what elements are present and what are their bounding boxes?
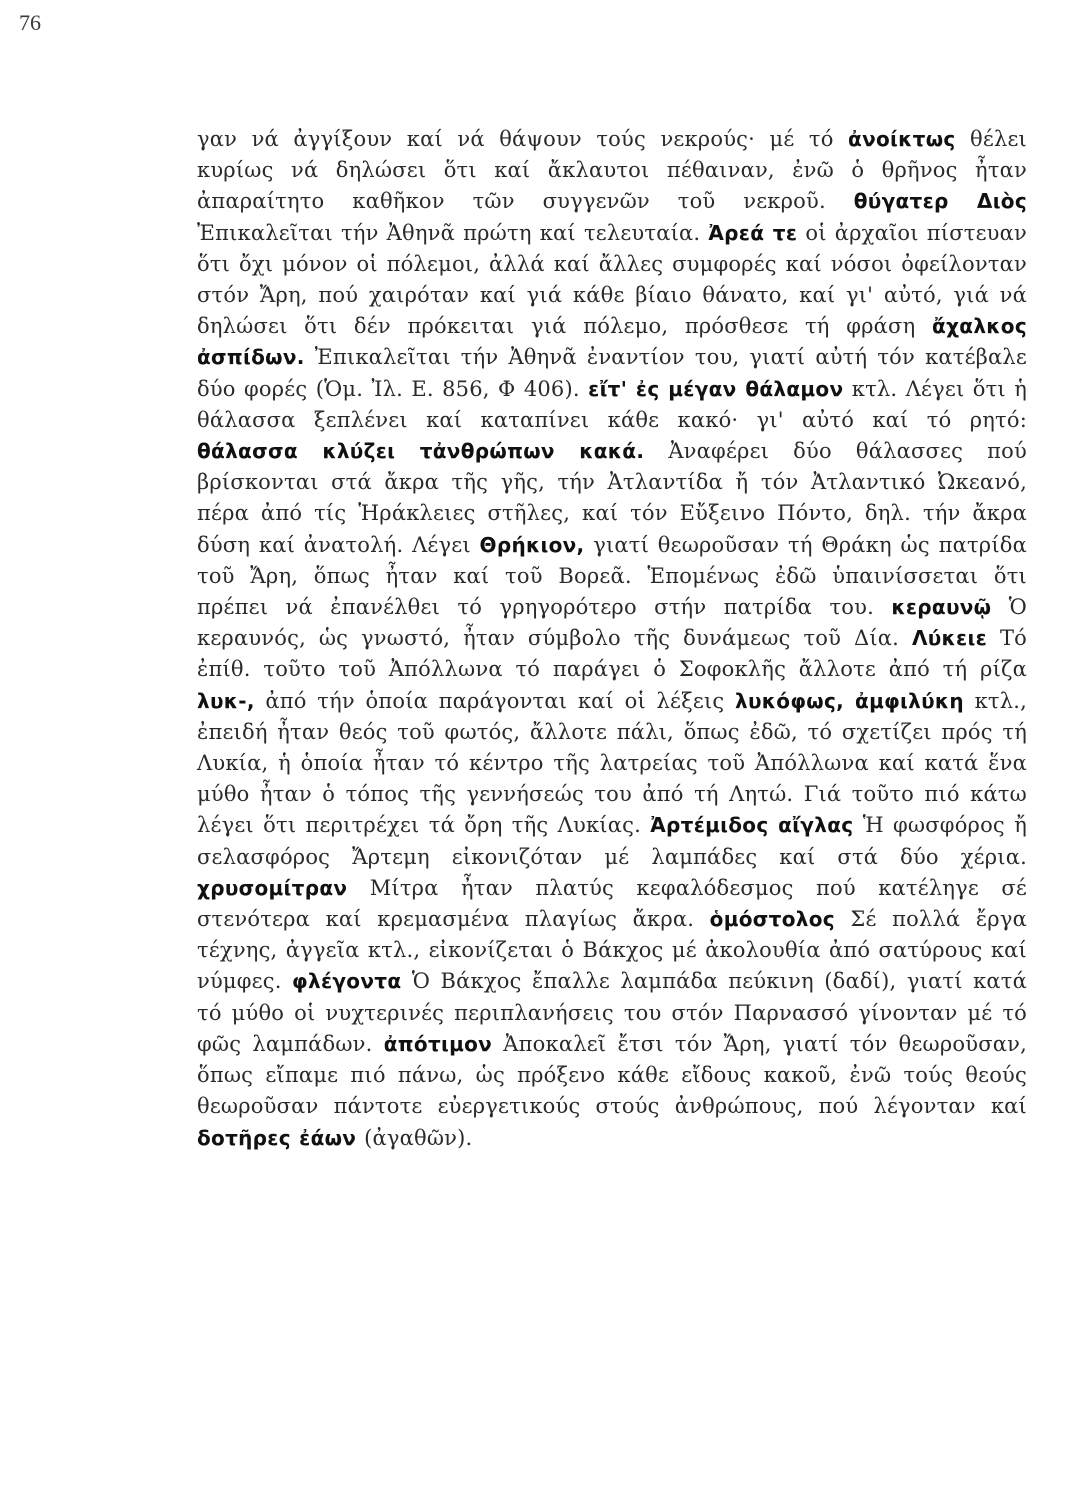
page-number: 76	[19, 10, 41, 35]
lemma-area-te: Ἀρεά τε	[708, 220, 798, 245]
text-segment: κτλ. Λέγει ὅτι ἡ θάλασσα ξεπλένει καί καταπίνει κάθε κακό· γι' αὐτό καί τό ρητό:	[197, 376, 1027, 432]
text-segment: οἱ ἀρχαῖοι πίστευαν ὅτι ὄχι μόνον οἱ πόλεμοι, ἀλλά καί ἄλλες συμφορές καί νόσοι ὀφείλονταν στόν Ἄρη, πού χαιρόταν καί γιά κάθε βίαιο θάνατο, καί γι' αὐτό, γιά νά δηλώσει ὅτι δέν πρόκειται γιά πόλεμο, πρόσθεσε τή φράση	[197, 220, 1027, 339]
text-segment: ἀπό τήν ὁποία παράγονται καί οἱ λέξεις	[254, 688, 736, 713]
text-segment: Ἐπικαλεῖται τήν Ἀθηνᾶ ἐναντίον του, γιατί αὐτή τόν κατέβαλε δύο φορές (Ὁμ. Ἰλ. Ε. 856, Φ 406).	[197, 345, 1027, 401]
text-segment: Ἀποκαλεῖ ἔτσι τόν Ἄρη, γιατί τόν θεωροῦσαν, ὅπως εἴπαμε πιό πάνω, ὡς πρόξενο κάθε εἴδους κακοῦ, ἐνῶ τούς θεούς θεωροῦσαν πάντοτε εὐεργετικούς στούς ἀνθρώπους, πού λέγονταν καί	[197, 1031, 1027, 1119]
text-segment: Ἀναφέρει δύο θάλασσες πού βρίσκονται στά ἄκρα τῆς γῆς, τήν Ἀτλαντίδα ἤ τόν Ἀτλαντικό Ὠκεανό, πέρα ἀπό τίς Ἡράκλειες στῆλες, καί τόν Εὔξεινο Πόντο, δηλ. τήν ἄκρα δύση καί ἀνατολή. Λέγει	[197, 439, 1027, 557]
text-segment: Ὁ Βάκχος ἔπαλλε λαμπάδα πεύκινη (δαδί), γιατί κατά τό μύθο οἱ νυχτερινές περιπλανήσεις του στόν Παρνασσό γίνονταν μέ τό φῶς λαμπάδων.	[197, 969, 1027, 1056]
lemma-thygater-dios: θύγατερ Διὸς	[853, 189, 1027, 214]
lemma-apotimon: ἀπότιμον	[383, 1031, 493, 1056]
lemma-artemidos-aiglas: Ἀρτέμιδος αἴγλας	[650, 813, 854, 838]
text-segment: Ἐπικαλεῖται τήν Ἀθηνᾶ πρώτη καί τελευταία.	[197, 220, 709, 245]
text-segment: γιατί θεωροῦσαν τή Θράκη ὡς πατρίδα τοῦ Ἄρη, ὅπως ἦταν καί τοῦ Βορεᾶ. Ἑπομένως ἐδῶ ὑπαινίσσεται ὅτι πρέπει νά ἐπανέλθει τό γρηγορότερο στήν πατρίδα του.	[197, 532, 1027, 620]
lemma-anoiktos: ἀνοίκτως	[848, 127, 956, 151]
lemma-chrysomitran: χρυσομίτραν	[197, 875, 348, 900]
lemma-eit-es-megan-thalamon: εἴτ' ἐς μέγαν θάλαμον	[588, 376, 844, 401]
text-segment: Ἡ φωσφόρος ἤ σελασφόρος Ἄρτεμη εἰκονιζόταν μέ λαμπάδες καί στά δύο χέρια.	[197, 813, 1027, 869]
text-segment: Τό ἐπίθ. τοῦτο τοῦ Ἀπόλλωνα τό παράγει ὁ Σοφοκλῆς ἄλλοτε ἀπό τή ρίζα	[197, 626, 1027, 682]
lemma-phlegonta: φλέγοντα	[292, 969, 402, 994]
lemma-lykophos-amphilyke: λυκόφως, ἀμφιλύκη	[735, 688, 964, 713]
lemma-lykeie: Λύκειε	[911, 626, 988, 651]
lemma-keraunoi: κεραυνῷ	[891, 595, 992, 620]
lemma-doteres-eaon: δοτῆρες ἐάων	[197, 1125, 357, 1150]
lemma-lyk-root: λυκ-,	[197, 688, 255, 713]
text-segment: Σέ πολλά ἔργα τέχνης, ἀγγεῖα κτλ., εἰκονίζεται ὁ Βάκχος μέ ἀκολουθία ἀπό σατύρους καί νύμφες.	[197, 907, 1027, 994]
lemma-achalkos-aspidon: ἄχαλκος ἀσπίδων.	[197, 314, 1027, 370]
text-segment: γαν νά ἀγγίξουν καί νά θάψουν τούς νεκρούς· μέ τό	[197, 127, 849, 151]
lemma-thalassa-klyzei: θάλασσα κλύζει τἀνθρώπων κακά.	[197, 439, 645, 464]
lemma-threkion: Θρήκιον,	[479, 532, 585, 557]
text-segment: (ἀγαθῶν).	[356, 1125, 473, 1150]
text-segment: Μίτρα ἦταν πλατύς κεφαλόδεσμος πού κατέληγε σέ στενότερα καί κρεμασμένα πλαγίως ἄκρα.	[197, 875, 1027, 932]
text-segment: κτλ., ἐπειδή ἦταν θεός τοῦ φωτός, ἄλλοτε πάλι, ὅπως ἐδῶ, τό σχετίζει πρός τή Λυκία, ἡ ὁποία ἦταν τό κέντρο τῆς λατρείας τοῦ Ἀπόλλωνα καί κατά ἕνα μύθο ἦταν ὁ τόπος τῆς γεννήσεώς του ἀπό τή Λητώ. Γιά τοῦτο πιό κάτω λέγει ὅτι περιτρέχει τά ὄρη τῆς Λυκίας.	[197, 688, 1028, 838]
text-segment: Ὁ κεραυνός, ὡς γνωστό, ἦταν σύμβολο τῆς δυνάμεως τοῦ Δία.	[197, 595, 1027, 651]
text-segment: θέλει κυρίως νά δηλώσει ὅτι καί ἄκλαυτοι πέθαιναν, ἐνῶ ὁ θρῆνος ἦταν ἀπαραίτητο καθῆκον τῶν συγγενῶν τοῦ νεκροῦ.	[197, 127, 1027, 214]
commentary-body	[197, 124, 1027, 1154]
lemma-homostolos: ὁμόστολος	[709, 907, 835, 932]
